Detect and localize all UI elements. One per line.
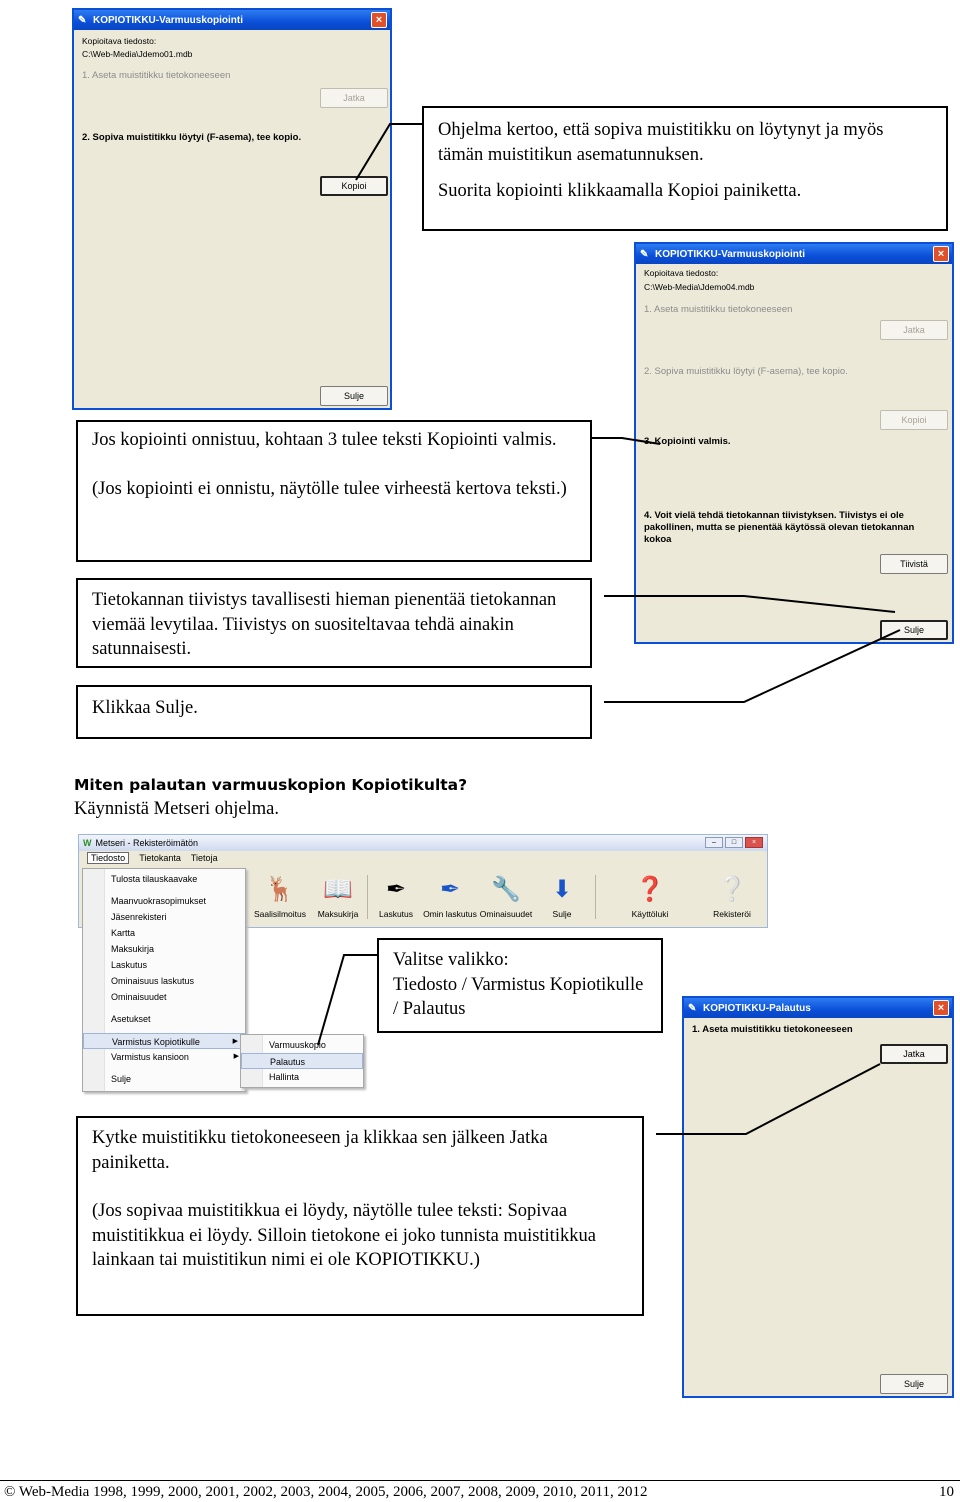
step4-text: 4. Voit vielä tehdä tietokannan tiivistyksen. Tiivistys ei ole pakollinen, mutta se pienentää käytössä olevan tietokannan kokoa	[644, 510, 915, 545]
callout-line	[604, 630, 900, 702]
section-subline: Käynnistä Metseri ohjelma.	[74, 799, 279, 819]
menu-tietokanta[interactable]: Tietokanta	[139, 853, 181, 863]
step1-text: 1. Aseta muistitikku tietokoneeseen	[692, 1024, 853, 1035]
book-icon: 📖	[323, 876, 353, 903]
pencil-icon: ✎	[78, 14, 87, 26]
tool-label: Ominaisuudet	[479, 909, 533, 919]
footer-rule	[0, 1480, 960, 1481]
sulje-button[interactable]: Sulje	[880, 1374, 948, 1394]
step2-text: 2. Sopiva muistitikku löytyi (F-asema), tee kopio.	[644, 366, 848, 377]
tool-label: Laskutus	[378, 909, 414, 919]
sulje-button[interactable]: Sulje	[320, 386, 388, 406]
close-icon[interactable]: ×	[933, 1000, 949, 1016]
pen-icon: ✒	[385, 876, 407, 903]
submenu-palautus[interactable]: Palautus	[241, 1053, 363, 1069]
menu-item[interactable]: Sulje	[111, 1074, 132, 1084]
tool-label: Rekisteröi	[713, 909, 751, 919]
exit-arrow-icon: ⬇	[551, 876, 573, 903]
submenu-hallinta[interactable]: Hallinta	[269, 1072, 300, 1082]
callout-line	[656, 1064, 880, 1134]
menu-item-label: Varmistus kansioon	[111, 1052, 189, 1062]
close-icon[interactable]: ×	[371, 12, 387, 28]
note-text: (Jos kopiointi ei onnistu, näytölle tulee virheestä kertova teksti.)	[92, 478, 567, 499]
tool-label: Saalisilmoitus	[254, 909, 306, 919]
pen-blue-icon: ✒	[439, 876, 461, 903]
note-text: Suorita kopiointi klikkaamalla Kopioi painiketta.	[438, 181, 802, 201]
tool-label: Omin laskutus	[423, 909, 477, 919]
callout-line	[592, 438, 660, 444]
tool-label: Käyttöluki	[631, 909, 669, 919]
jatka-button[interactable]: Jatka	[880, 1044, 948, 1064]
kopioi-button[interactable]: Kopioi	[880, 410, 948, 430]
menu-item[interactable]: Ominaisuudet	[111, 992, 167, 1002]
footer-copyright: © Web-Media 1998, 1999, 2000, 2001, 2002, 2003, 2004, 2005, 2006, 2007, 2008, 2009, 2010, 2011, 2012	[4, 1484, 648, 1500]
menu-item[interactable]: Maanvuokrasopimukset	[111, 896, 207, 906]
file-path: C:\Web-Media\Jdemo01.mdb	[82, 49, 193, 59]
note-text: Tietokannan tiivistys tavallisesti hieman pienentää tietokannan viemää levytilaa. Tiivistys on suositeltavaa tehdä ainakin satunnaisesti.	[92, 590, 557, 659]
dialog-title: KOPIOTIKKU-Varmuuskopiointi	[93, 14, 244, 26]
menu-tiedosto[interactable]: Tiedosto	[87, 852, 129, 864]
note-text: Kytke muistitikku tietokoneeseen ja klikkaa sen jälkeen Jatka painiketta.	[92, 1128, 548, 1173]
kopioi-button[interactable]: Kopioi	[320, 176, 388, 196]
step3-text: 3. Kopiointi valmis.	[644, 436, 731, 447]
callout-line	[318, 955, 377, 1045]
step2-text: 2. Sopiva muistitikku löytyi (F-asema), tee kopio.	[82, 132, 302, 143]
menu-item-label: Varmistus Kopiotikulle	[112, 1037, 200, 1047]
note-text: Valitse valikko: Tiedosto / Varmistus Kopiotikulle / Palautus	[393, 950, 644, 1019]
step1-text: 1. Aseta muistitikku tietokoneeseen	[82, 70, 231, 81]
dialog-title: KOPIOTIKKU-Palautus	[703, 1002, 811, 1014]
menu-tietoja[interactable]: Tietoja	[190, 853, 218, 863]
pencil-icon: ✎	[640, 248, 649, 260]
file-path: C:\Web-Media\Jdemo04.mdb	[644, 282, 755, 292]
menu-item[interactable]: Asetukset	[111, 1014, 151, 1024]
note-text: Jos kopiointi onnistuu, kohtaan 3 tulee teksti Kopiointi valmis.	[92, 430, 557, 450]
file-label: Kopioitava tiedosto:	[82, 36, 157, 46]
deer-icon: 🦌	[265, 876, 295, 903]
footer-page-number: 10	[939, 1484, 954, 1500]
close-icon[interactable]: ×	[745, 837, 763, 848]
menu-item[interactable]: Ominaisuus laskutus	[111, 976, 195, 986]
wrench-icon: 🔧	[491, 876, 521, 903]
minimize-icon[interactable]: –	[705, 837, 723, 848]
callout-line	[604, 596, 895, 612]
submenu-varmuuskopio[interactable]: Varmuuskopio	[269, 1040, 326, 1050]
tool-label: Sulje	[552, 909, 572, 919]
callout-line	[356, 124, 422, 180]
submenu-arrow-icon: ▶	[232, 1038, 238, 1045]
menu-item[interactable]: Maksukirja	[111, 944, 155, 954]
metseri-logo-icon: W	[83, 838, 92, 848]
dialog-title: KOPIOTIKKU-Varmuuskopiointi	[655, 248, 806, 260]
jatka-button[interactable]: Jatka	[320, 88, 388, 108]
sulje-button[interactable]: Sulje	[880, 620, 948, 640]
menu-item[interactable]: Jäsenrekisteri	[111, 912, 167, 922]
section-heading: Miten palautan varmuuskopion Kopiotikulta?	[74, 776, 468, 794]
help-blue-icon: ❔	[717, 876, 747, 903]
step1-text: 1. Aseta muistitikku tietokoneeseen	[644, 304, 793, 315]
tool-label: Maksukirja	[317, 909, 359, 919]
tiivista-button[interactable]: Tiivistä	[880, 554, 948, 574]
jatka-button[interactable]: Jatka	[880, 320, 948, 340]
pencil-icon: ✎	[688, 1002, 697, 1014]
note-text: Ohjelma kertoo, että sopiva muistitikku on löytynyt ja myös tämän muistitikun asematunnuksen.	[438, 120, 884, 165]
menu-item[interactable]: Kartta	[111, 928, 136, 938]
help-green-icon: ❓	[635, 876, 665, 903]
note-text: (Jos sopivaa muistitikkua ei löydy, näytölle tulee teksti: Sopivaa muistitikkua ei löydy. Silloin tietokone ei joko tunnista muistitikkua lainkaan tai muistitikun nimi ei ole KOPIOTIKKU.)	[92, 1201, 596, 1270]
menu-item[interactable]: Laskutus	[111, 960, 148, 970]
note-text: Klikkaa Sulje.	[92, 698, 198, 718]
menu-item[interactable]: Tulosta tilauskaavake	[111, 874, 198, 884]
file-label: Kopioitava tiedosto:	[644, 268, 719, 278]
app-title: Metseri - Rekisteröimätön	[95, 838, 199, 848]
submenu-arrow-icon: ▶	[233, 1053, 239, 1060]
maximize-icon[interactable]: □	[725, 837, 743, 848]
close-icon[interactable]: ×	[933, 246, 949, 262]
